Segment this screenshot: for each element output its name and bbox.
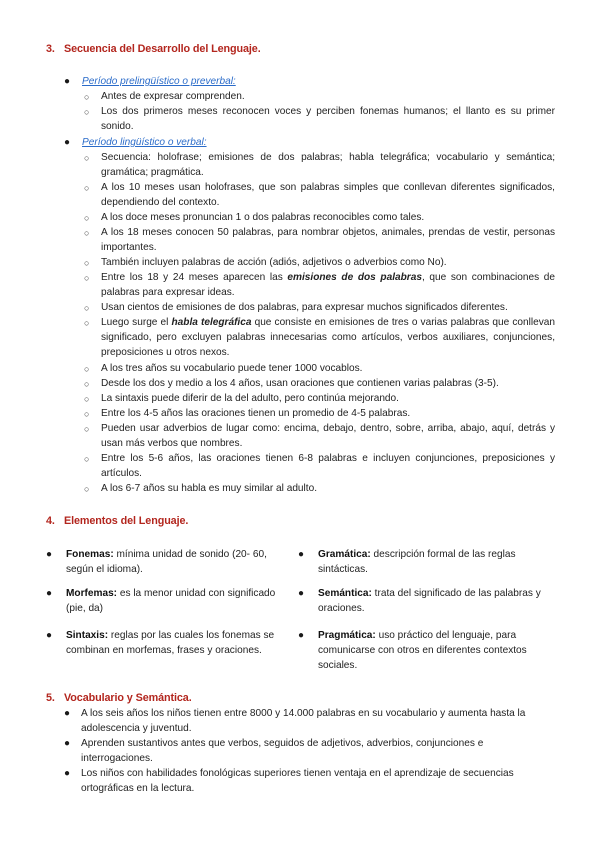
term-definition: reglas por las cuales los fonemas se combinan en morfemas, frases y oraciones. bbox=[66, 630, 275, 656]
term-definition: uso práctico del lenguaje, para comunicarse con otros en diferentes contextos sociales. bbox=[318, 630, 527, 671]
bullet-icon: ● bbox=[46, 549, 53, 560]
bullet-icon: ● bbox=[64, 708, 71, 719]
term-definition: descripción formal de las reglas sintácticas. bbox=[318, 549, 516, 575]
list-item-text: Entre los 4-5 años las oraciones tienen un promedio de 4-5 palabras. bbox=[101, 408, 411, 419]
term-label: Pragmática: bbox=[318, 630, 376, 641]
bullet-icon: ● bbox=[64, 768, 71, 779]
bullet-icon: ● bbox=[46, 630, 53, 641]
term-label: Semántica: bbox=[318, 588, 372, 599]
section-3-heading bbox=[46, 42, 261, 57]
circle-bullet-icon: ○ bbox=[84, 213, 90, 223]
section-number: 3. bbox=[46, 43, 55, 55]
term-item-sintaxis bbox=[46, 629, 291, 659]
term-text bbox=[318, 587, 543, 617]
term-definition: es la menor unidad con significado (pie, da) bbox=[66, 588, 276, 614]
bullet-icon: ● bbox=[298, 588, 305, 599]
section-number: 4. bbox=[46, 515, 55, 527]
section-5-heading bbox=[46, 691, 192, 706]
section-number: 5. bbox=[46, 692, 55, 704]
list-item bbox=[84, 452, 555, 482]
list-item bbox=[64, 737, 546, 767]
circle-bullet-icon: ○ bbox=[84, 107, 90, 117]
list-item-text: Antes de expresar comprenden. bbox=[101, 91, 245, 102]
term-item-fonemas bbox=[46, 548, 291, 578]
term-definition: mínima unidad de sonido (20- 60, según el idioma). bbox=[66, 549, 267, 575]
bullet-icon: ● bbox=[64, 137, 71, 148]
list-item bbox=[84, 422, 555, 452]
bullet-icon: ● bbox=[64, 76, 71, 87]
list-item bbox=[84, 362, 555, 377]
prelinguistic-link[interactable]: Período prelingüístico o preverbal: bbox=[82, 76, 236, 87]
circle-bullet-icon: ○ bbox=[84, 394, 90, 404]
circle-bullet-icon: ○ bbox=[84, 424, 90, 434]
term-item-gramatica bbox=[298, 548, 543, 578]
list-item bbox=[84, 301, 555, 316]
term-text bbox=[318, 548, 543, 578]
list-item bbox=[84, 105, 555, 135]
list-item bbox=[84, 377, 555, 392]
list-item-text: A los 10 meses usan holofrases, que son palabras simples que conllevan diferentes significados, dependiendo del contexto. bbox=[101, 182, 555, 208]
list-item bbox=[84, 90, 555, 105]
circle-bullet-icon: ○ bbox=[84, 318, 90, 328]
circle-bullet-icon: ○ bbox=[84, 228, 90, 238]
list-item-text bbox=[101, 271, 555, 301]
circle-bullet-icon: ○ bbox=[84, 183, 90, 193]
circle-bullet-icon: ○ bbox=[84, 258, 90, 268]
circle-bullet-icon: ○ bbox=[84, 364, 90, 374]
list-item-text: A los seis años los niños tienen entre 8000 y 14.000 palabras en su vocabulario y aumenta hasta la adolescencia y juventud. bbox=[81, 708, 526, 734]
circle-bullet-icon: ○ bbox=[84, 273, 90, 283]
list-item bbox=[64, 707, 546, 737]
section-title: Secuencia del Desarrollo del Lenguaje. bbox=[64, 43, 261, 55]
term-text bbox=[66, 548, 291, 578]
list-item-text: Los dos primeros meses reconocen voces y perciben fonemas humanos; el llanto es su primer sonido. bbox=[101, 106, 555, 132]
circle-bullet-icon: ○ bbox=[84, 484, 90, 494]
bullet-icon: ● bbox=[298, 549, 305, 560]
text-part: que consiste en emisiones de tres o varias palabras que conllevan significado, pero excluyen palabras innecesarias como artículos, verbos auxiliares, conjunciones, preposiciones u otros nexos. bbox=[101, 317, 555, 358]
list-item-text: Entre los 5-6 años, las oraciones tienen 6-8 palabras e incluyen conjunciones, preposiciones y artículos. bbox=[101, 453, 555, 479]
prelinguistic-item bbox=[64, 75, 564, 90]
text-part: Luego surge el bbox=[101, 317, 172, 328]
list-item bbox=[84, 482, 555, 497]
list-item-text: A los 18 meses conocen 50 palabras, para nombrar objetos, animales, prendas de vestir, personas importantes. bbox=[101, 227, 555, 253]
list-item bbox=[84, 181, 555, 211]
bullet-icon: ● bbox=[298, 630, 305, 641]
section-title: Elementos del Lenguaje. bbox=[64, 515, 189, 527]
list-item bbox=[64, 767, 546, 797]
list-item-text: A los tres años su vocabulario puede tener 1000 vocablos. bbox=[101, 363, 363, 374]
emphasis-term: habla telegráfica bbox=[171, 317, 252, 328]
list-item-text: A los doce meses pronuncian 1 o dos palabras reconocibles como tales. bbox=[101, 212, 425, 223]
circle-bullet-icon: ○ bbox=[84, 379, 90, 389]
term-label: Gramática: bbox=[318, 549, 371, 560]
list-item-text: A los 6-7 años su habla es muy similar al adulto. bbox=[101, 483, 318, 494]
list-item bbox=[84, 151, 555, 181]
text-part: , que son combinaciones de palabras para expresar ideas. bbox=[101, 272, 556, 298]
list-item-text: También incluyen palabras de acción (adiós, adjetivos o adverbios como No). bbox=[101, 257, 447, 268]
section-4-heading bbox=[46, 514, 188, 529]
term-label: Morfemas: bbox=[66, 588, 118, 599]
list-item bbox=[84, 392, 555, 407]
bullet-icon: ● bbox=[64, 738, 71, 749]
list-item bbox=[84, 226, 555, 256]
list-item-text: Usan cientos de emisiones de dos palabras, para expresar muchos significados diferentes. bbox=[101, 302, 508, 313]
circle-bullet-icon: ○ bbox=[84, 303, 90, 313]
circle-bullet-icon: ○ bbox=[84, 454, 90, 464]
term-item-morfemas bbox=[46, 587, 291, 617]
term-text bbox=[66, 629, 291, 659]
term-text bbox=[318, 629, 543, 673]
list-item-text: Desde los dos y medio a los 4 años, usan oraciones que contienen varias palabras (3-5). bbox=[101, 378, 499, 389]
bullet-icon: ● bbox=[46, 588, 53, 599]
list-item-text: Los niños con habilidades fonológicas superiores tienen ventaja en el aprendizaje de secuencias ortográficas en la lectura. bbox=[81, 768, 514, 794]
list-item-text: Secuencia: holofrase; emisiones de dos palabras; habla telegráfica; vocabulario y semántica; gramática; pragmática. bbox=[101, 152, 555, 178]
term-text bbox=[66, 587, 291, 617]
linguistic-item bbox=[64, 136, 564, 151]
term-item-semantica bbox=[298, 587, 543, 617]
circle-bullet-icon: ○ bbox=[84, 92, 90, 102]
list-item bbox=[84, 211, 555, 226]
list-item-text bbox=[101, 316, 555, 360]
emphasis-term: emisiones de dos palabras bbox=[287, 272, 422, 283]
list-item-text: Aprenden sustantivos antes que verbos, seguidos de adjetivos, adverbios, conjunciones e interrogaciones. bbox=[81, 738, 484, 764]
term-label: Fonemas: bbox=[66, 549, 114, 560]
list-item-text: La sintaxis puede diferir de la del adulto, pero continúa mejorando. bbox=[101, 393, 399, 404]
text-part: Entre los 18 y 24 meses aparecen las bbox=[101, 272, 288, 283]
list-item bbox=[84, 256, 555, 271]
section-title: Vocabulario y Semántica. bbox=[64, 692, 192, 704]
circle-bullet-icon: ○ bbox=[84, 409, 90, 419]
list-item bbox=[84, 407, 555, 422]
term-label: Sintaxis: bbox=[66, 630, 109, 641]
linguistic-link[interactable]: Período lingüístico o verbal: bbox=[82, 137, 207, 148]
circle-bullet-icon: ○ bbox=[84, 153, 90, 163]
term-definition: trata del significado de las palabras y oraciones. bbox=[318, 588, 541, 614]
list-item bbox=[84, 271, 555, 301]
list-item bbox=[84, 316, 555, 360]
term-item-pragmatica bbox=[298, 629, 543, 673]
list-item-text: Pueden usar adverbios de lugar como: encima, debajo, dentro, sobre, arriba, abajo, aquí, detrás y usan más verbos que nombres. bbox=[101, 423, 555, 449]
